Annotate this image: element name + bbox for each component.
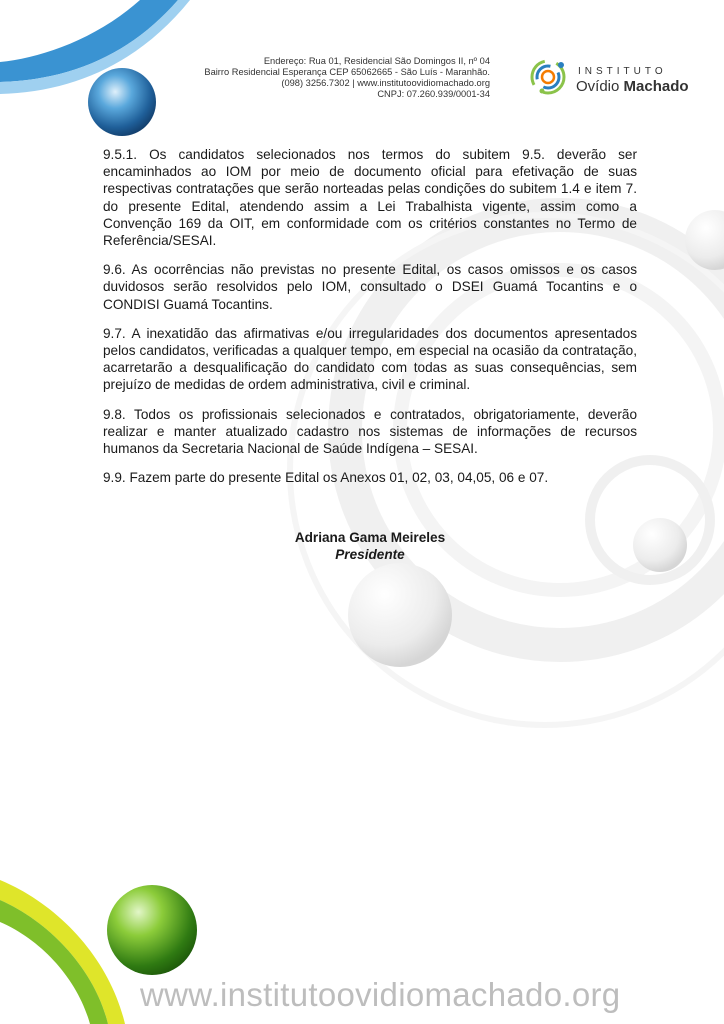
paragraph-9-9: 9.9. Fazem parte do presente Edital os Anexos 01, 02, 03, 04,05, 06 e 07. bbox=[103, 470, 549, 486]
paragraph-9-6: 9.6. As ocorrências não previstas no presente Edital, os casos omissos e os casos duvidosos serão resolvidos pelo IOM, consultado o DSEI Guamá Tocantins e o CONDISI Guamá Tocantins. bbox=[103, 262, 637, 312]
paragraph-9-7: 9.7. A inexatidão das afirmativas e/ou irregularidades dos documentos apresentados pelos candidatos, verificadas a qualquer tempo, em especial na ocasião da contratação, acarretarão a desqualificação do candidato com todas as suas consequências, sem prejuízo de medidas de ordem administrativa, civil e criminal. bbox=[103, 325, 637, 393]
green-sphere bbox=[107, 885, 197, 975]
document-body bbox=[103, 146, 637, 498]
logo-main-regular: Ovídio bbox=[576, 78, 620, 95]
logo-main-bold: Machado bbox=[623, 78, 689, 95]
grey-sphere-small bbox=[633, 518, 687, 572]
grey-sphere-large bbox=[348, 563, 452, 667]
institute-logo bbox=[516, 58, 696, 98]
paragraph-9-5-1: 9.5.1. Os candidatos selecionados nos termos do subitem 9.5. deverão ser encaminhados ao IOM por meio de documento oficial para efetivação de suas respectivas contratações que serão norteadas pelas condições do subitem 1.4 e item 7. do presente Edital, atendendo assim a Lei Trabalhista vigente, assim como a Convenção 169 da OIT, em conformidade com os critérios constantes no Termo de Referência/SESAI. bbox=[103, 147, 637, 249]
paragraph-9-8: 9.8. Todos os profissionais selecionados e contratados, obrigatoriamente, deverão realizar e manter atualizado cadastro nos sistemas de informações de recursos humanos da Secretaria Nacional de Saúde Indígena – SESAI. bbox=[103, 406, 637, 457]
address-line: Bairro Residencial Esperança CEP 65062665 - São Luís - Maranhão. bbox=[204, 67, 490, 77]
signature-block bbox=[240, 529, 500, 563]
logo-top-text: INSTITUTO bbox=[578, 66, 667, 77]
address-line: CNPJ: 07.260.939/0001-34 bbox=[377, 89, 490, 99]
blue-sphere bbox=[88, 68, 156, 136]
address-line: Endereço: Rua 01, Residencial São Domingos II, nº 04 bbox=[263, 56, 490, 66]
header-address bbox=[190, 56, 490, 100]
signatory-name: Adriana Gama Meireles bbox=[294, 530, 446, 545]
address-line: (098) 3256.7302 | www.institutoovidiomachado.org bbox=[281, 78, 490, 88]
logo-main-text bbox=[576, 78, 689, 95]
signatory-title: Presidente bbox=[335, 547, 405, 562]
footer-website: www.institutoovidiomachado.org bbox=[140, 976, 621, 1013]
